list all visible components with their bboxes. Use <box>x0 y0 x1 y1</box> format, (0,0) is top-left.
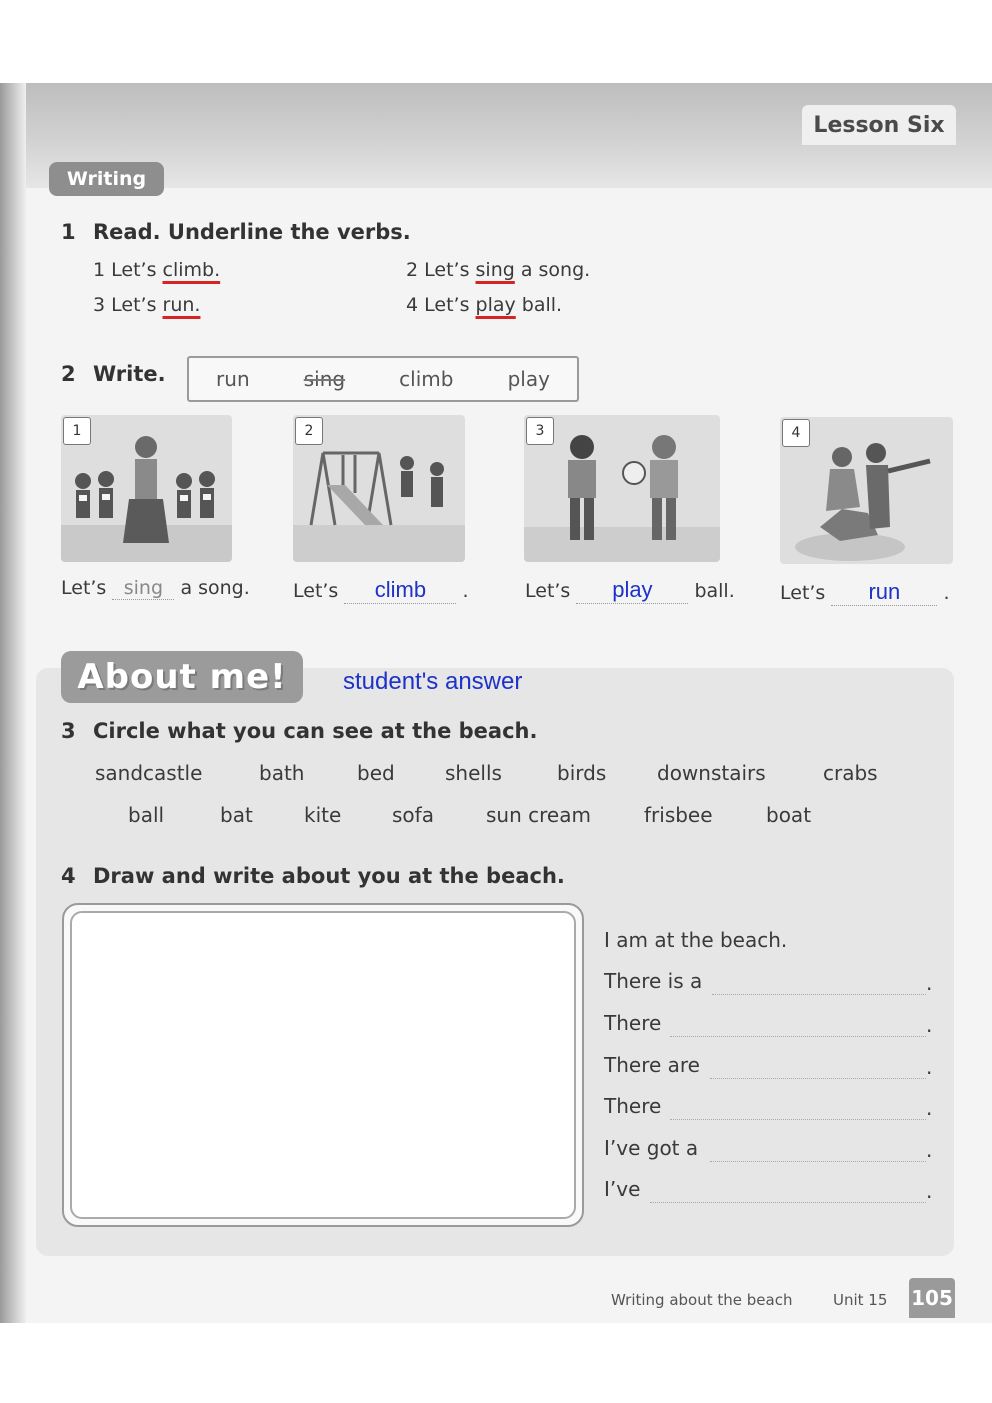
student-answer-note: student's answer <box>343 668 523 695</box>
write-line[interactable] <box>650 1202 926 1203</box>
picture-number: 1 <box>63 417 91 445</box>
beach-word[interactable]: bath <box>259 761 305 785</box>
underlined-verb: sing <box>475 259 515 281</box>
instruction-text: Write. <box>93 362 166 386</box>
ex1-item-1 <box>93 259 220 281</box>
footer-topic: Writing about the beach <box>611 1291 793 1309</box>
item-text: Let’s <box>424 294 476 316</box>
item-text: a song. <box>514 259 591 281</box>
beach-word[interactable]: boat <box>766 803 812 827</box>
exercise-1-instruction <box>61 220 411 244</box>
underlined-verb: climb. <box>162 259 221 281</box>
drawing-box[interactable] <box>62 903 584 1227</box>
write-sentence-1: I am at the beach. <box>604 928 788 952</box>
word-bank-word: play <box>507 367 550 391</box>
section-tab-writing: Writing <box>49 162 164 196</box>
period: . <box>926 971 933 995</box>
beach-word[interactable]: frisbee <box>644 803 713 827</box>
item-number: 1 <box>93 259 106 281</box>
picture-number: 4 <box>782 419 810 447</box>
answer-blank[interactable]: climb <box>344 577 456 604</box>
picture-boys-ball <box>524 415 720 562</box>
sentence-text: Let’s <box>61 577 107 599</box>
ex2-sentence-1 <box>61 577 250 600</box>
item-number: 2 <box>406 259 419 281</box>
picture-playground-slide <box>293 415 465 562</box>
sentence-text: Let’s <box>780 582 826 604</box>
about-me-title: About me! <box>61 651 303 703</box>
beach-word[interactable]: sun cream <box>486 803 591 827</box>
exercise-number: 3 <box>61 719 76 743</box>
instruction-text: Read. Underline the verbs. <box>93 220 411 244</box>
beach-word[interactable]: downstairs <box>657 761 766 785</box>
ex1-item-3 <box>93 294 200 316</box>
period: . <box>926 1138 933 1162</box>
sentence-text: . <box>943 582 950 604</box>
beach-word[interactable]: sofa <box>392 803 434 827</box>
write-sentence-5: There <box>604 1094 662 1118</box>
underlined-verb: play <box>475 294 516 316</box>
ex1-item-2 <box>406 259 590 281</box>
write-line[interactable] <box>710 1161 926 1162</box>
write-line[interactable] <box>670 1119 926 1120</box>
write-line[interactable] <box>712 994 926 995</box>
beach-word[interactable]: birds <box>557 761 607 785</box>
underlined-verb: run. <box>162 294 201 316</box>
beach-word[interactable]: shells <box>445 761 502 785</box>
write-sentence-3: There <box>604 1011 662 1035</box>
lesson-title: Lesson Six <box>802 105 956 145</box>
word-bank-word-crossed: sing <box>303 367 346 391</box>
beach-word[interactable]: ball <box>128 803 165 827</box>
period: . <box>926 1096 933 1120</box>
item-number: 4 <box>406 294 419 316</box>
item-number: 3 <box>93 294 106 316</box>
drawing-area[interactable] <box>70 911 576 1219</box>
exercise-number: 2 <box>61 362 76 386</box>
write-line[interactable] <box>670 1036 926 1037</box>
answer-blank[interactable]: run <box>831 579 937 606</box>
ex1-item-4 <box>406 294 562 316</box>
sentence-text: ball. <box>694 580 735 602</box>
word-bank-word: run <box>216 367 250 391</box>
sentence-text: Let’s <box>293 580 339 602</box>
write-sentence-4: There are <box>604 1053 700 1077</box>
item-text: ball. <box>515 294 563 316</box>
footer-unit: Unit 15 <box>833 1291 888 1309</box>
period: . <box>926 1179 933 1203</box>
period: . <box>926 1013 933 1037</box>
workbook-page <box>0 83 992 1323</box>
beach-word[interactable]: bat <box>220 803 253 827</box>
sentence-text: . <box>462 580 469 602</box>
word-bank <box>187 356 579 402</box>
write-sentence-6: I’ve got a <box>604 1136 699 1160</box>
exercise-3-instruction <box>61 719 537 743</box>
item-text: Let’s <box>424 259 476 281</box>
picture-children-running <box>780 417 953 564</box>
beach-word[interactable]: bed <box>357 761 395 785</box>
write-sentence-2: There is a <box>604 969 703 993</box>
ex2-sentence-3 <box>525 577 735 604</box>
sentence-text: Let’s <box>525 580 571 602</box>
period: . <box>926 1055 933 1079</box>
beach-word[interactable]: sandcastle <box>95 761 203 785</box>
item-text: Let’s <box>111 259 163 281</box>
ex2-sentence-4 <box>780 579 949 606</box>
write-sentence-7: I’ve <box>604 1177 641 1201</box>
write-line[interactable] <box>710 1078 926 1079</box>
exercise-number: 4 <box>61 864 76 888</box>
sentence-text: a song. <box>180 577 250 599</box>
beach-word[interactable]: crabs <box>823 761 878 785</box>
page-number: 105 <box>909 1278 955 1318</box>
picture-number: 3 <box>526 417 554 445</box>
answer-blank[interactable]: sing <box>112 577 174 600</box>
picture-children-singing <box>61 415 232 562</box>
exercise-4-instruction <box>61 864 565 888</box>
instruction-text: Draw and write about you at the beach. <box>93 864 565 888</box>
exercise-number: 1 <box>61 220 76 244</box>
beach-word[interactable]: kite <box>304 803 342 827</box>
page-spine-shadow <box>0 83 26 1323</box>
item-text: Let’s <box>111 294 163 316</box>
ex2-sentence-2 <box>293 577 468 604</box>
word-bank-word: climb <box>399 367 454 391</box>
exercise-2-instruction <box>61 362 166 386</box>
instruction-text: Circle what you can see at the beach. <box>93 719 538 743</box>
answer-blank[interactable]: play <box>576 577 688 604</box>
picture-number: 2 <box>295 417 323 445</box>
